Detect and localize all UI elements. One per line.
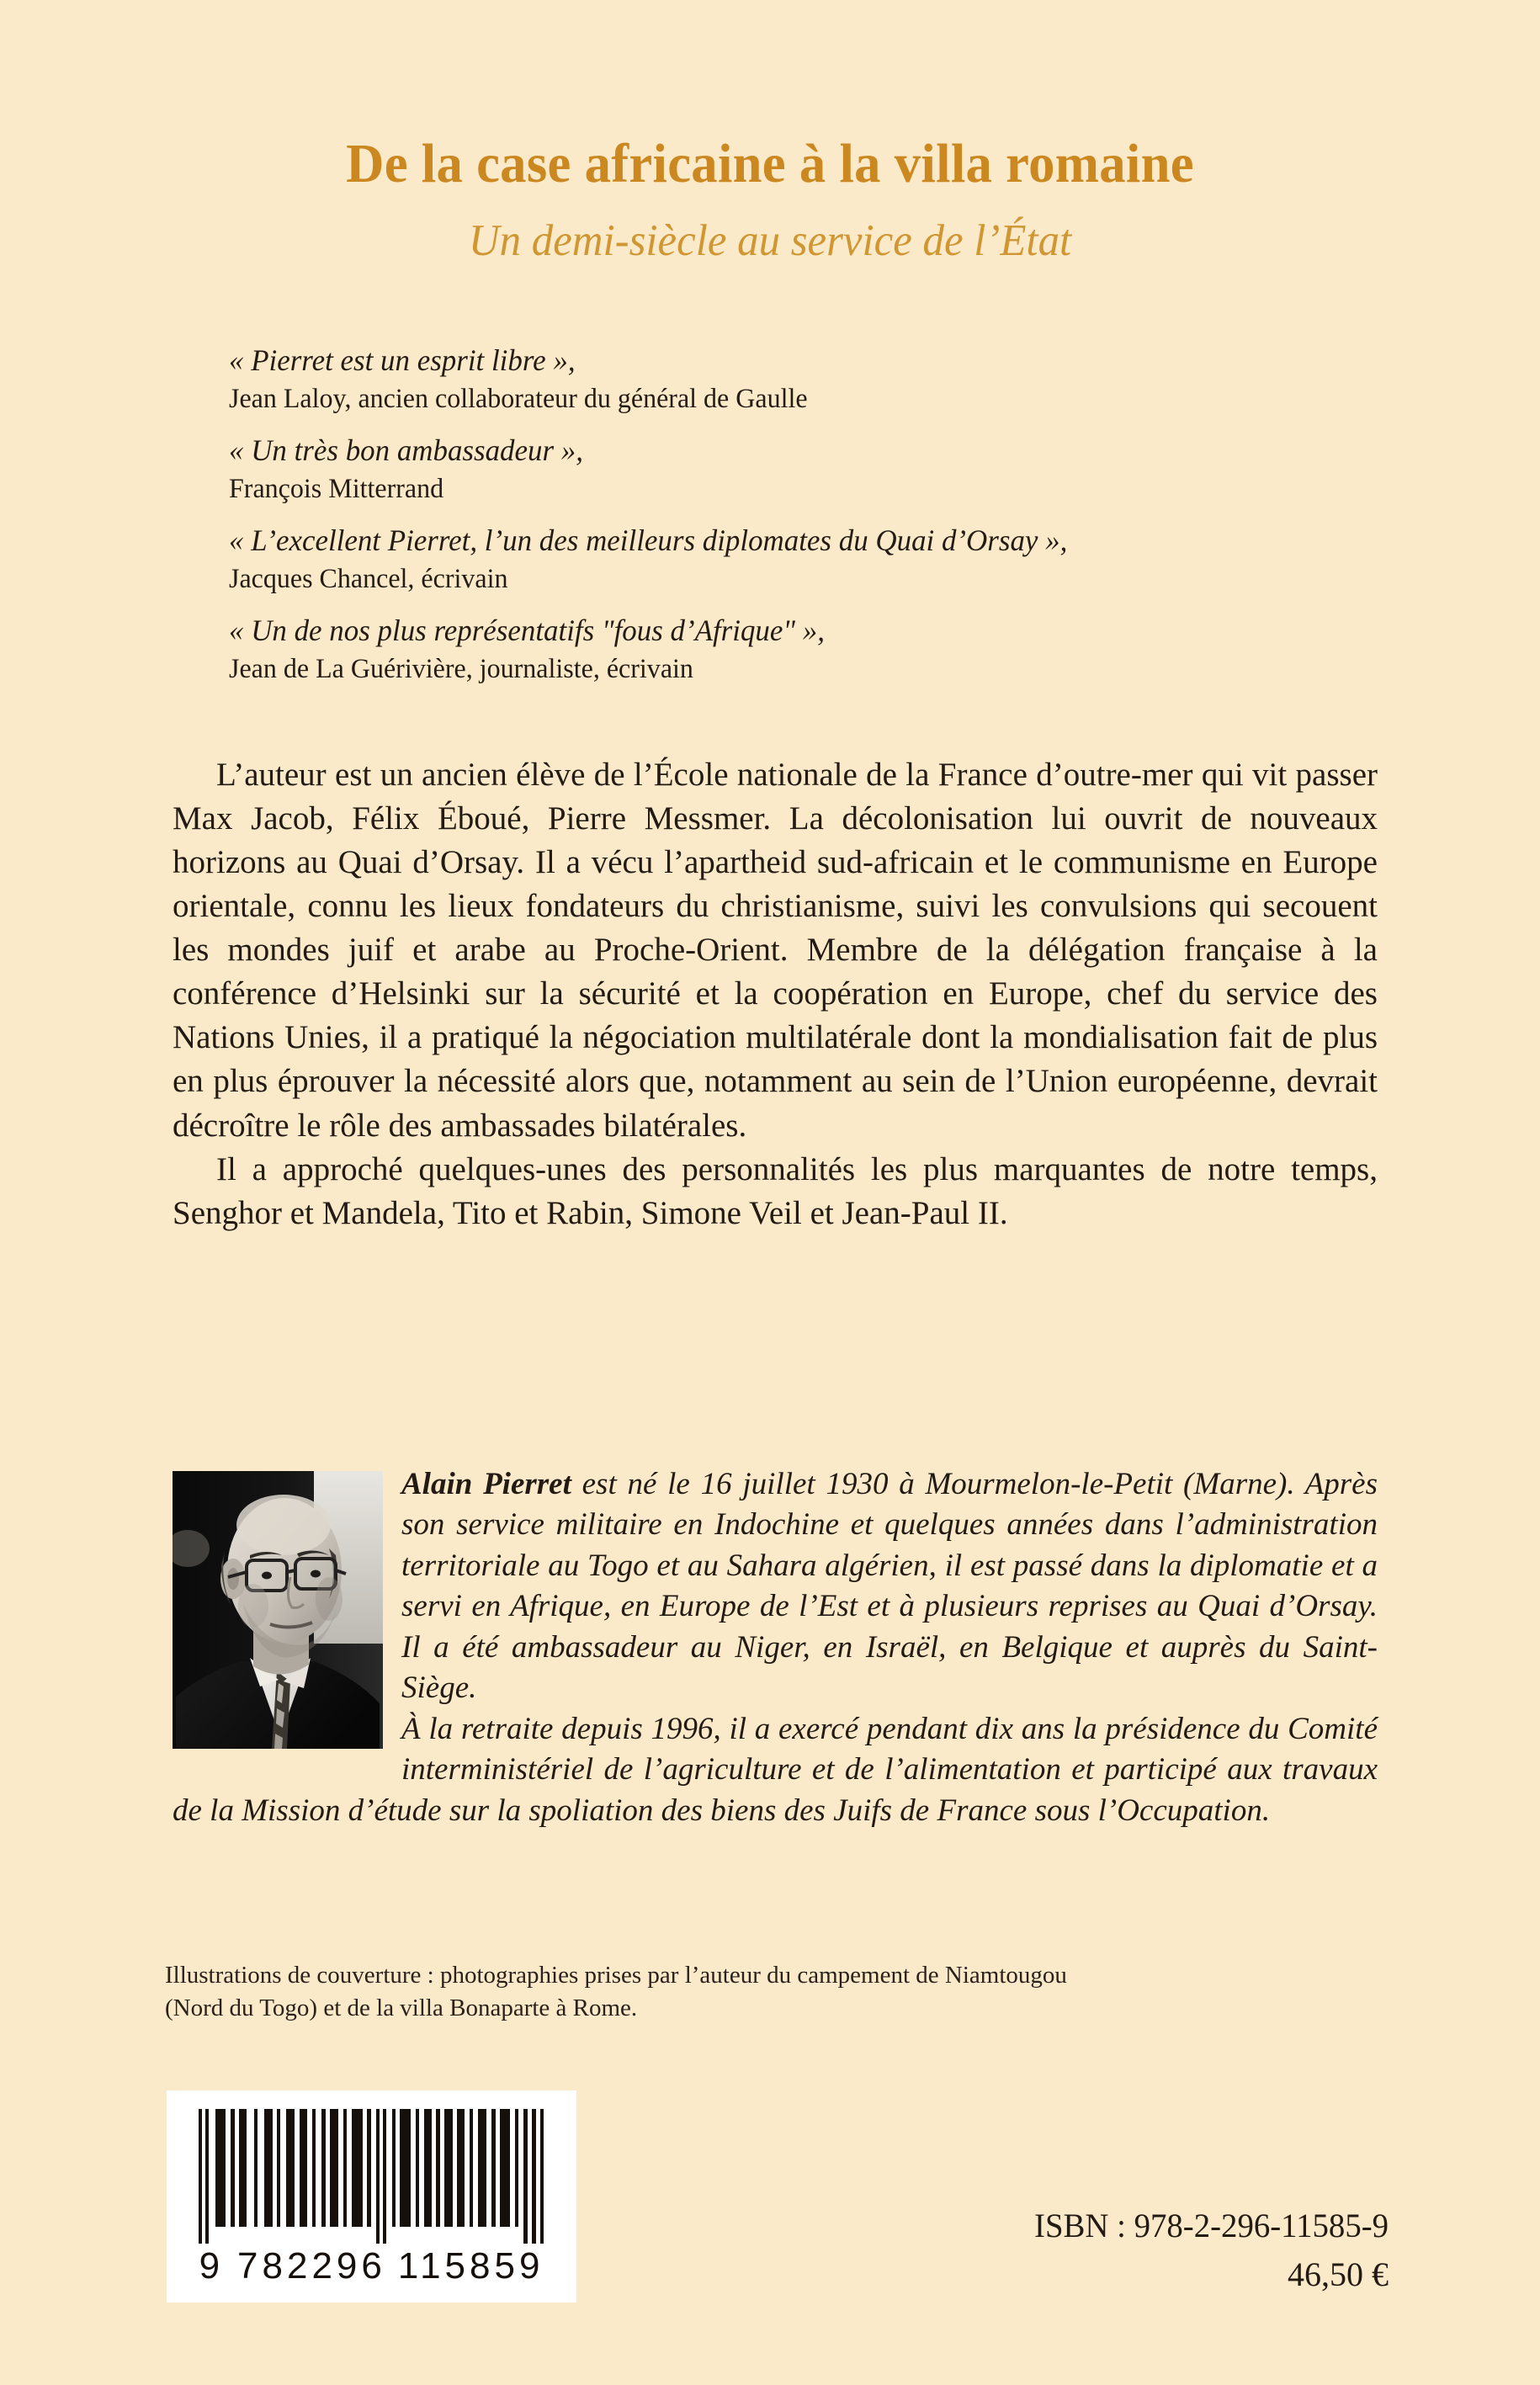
barcode-bars [195, 2109, 549, 2244]
quote-text: « Un de nos plus représentatifs "fous d’Afrique" », [229, 614, 825, 648]
credit-line-1: Illustrations de couverture : photographies prises par l’auteur du campement de Niamtougou [165, 1962, 1067, 1989]
bio-paragraph-1-text: est né le 16 juillet 1930 à Mourmelon-le-Petit (Marne). Après son service militaire en Indochine et quelques années dans l’administration territoriale au Togo et au Sahara algérien, il est passé dans la diplomatie et a servi en Afrique, en Europe de l’Est et à plusieurs reprises au Quai d’Orsay. Il a été ambassadeur au Niger, en Israël, en Belgique et auprès du Saint-Siège. [401, 1467, 1378, 1706]
bio-paragraph-2: À la retraite depuis 1996, il a exercé pendant dix ans la présidence du Comité interministériel de l’agriculture et de l’alimentation et participé aux travaux de la Mission d’étude sur la spoliation des biens des Juifs de France sous l’Occupation. [173, 1711, 1378, 1828]
quote-item [229, 521, 1407, 598]
barcode-lead-digit: 9 [199, 2245, 223, 2287]
isbn-price-block [1023, 2205, 1389, 2297]
barcode-digits [167, 2245, 576, 2287]
cover-illustration-credit [165, 1959, 1394, 2025]
quote-item [229, 341, 1407, 417]
blurb-paragraph-2: Il a approché quelques-unes des personnalités les plus marquantes de notre temps, Senghor et Mandela, Tito et Rabin, Simone Veil et Jean-Paul II. [173, 1150, 1378, 1231]
quote-item [229, 431, 1407, 507]
page-subtitle: Un demi-siècle au service de l’État [468, 216, 1072, 266]
isbn-barcode [167, 2090, 576, 2303]
author-portrait-photo [173, 1471, 383, 1749]
barcode-group-left: 782296 [237, 2245, 386, 2287]
price-label: 46,50 € [1288, 2255, 1389, 2293]
barcode-group-right: 115859 [397, 2245, 544, 2287]
praise-quotes-list [229, 341, 1407, 701]
quote-attribution: Jean de La Guérivière, journaliste, écrivain [229, 653, 693, 684]
credit-line-2: (Nord du Togo) et de la villa Bonaparte à Rome. [165, 1995, 638, 2022]
quote-attribution: Jacques Chancel, écrivain [229, 563, 508, 594]
quote-text: « Pierret est un esprit libre », [229, 343, 576, 377]
title-block [0, 135, 1540, 266]
blurb-paragraph-1: L’auteur est un ancien élève de l’École nationale de la France d’outre-mer qui vit passer Max Jacob, Félix Éboué, Pierre Messmer. La décolonisation lui ouvrit de nouveaux horizons au Quai d’Orsay. Il a vécu l’apartheid sud-africain et le communisme en Europe orientale, connu les lieux fondateurs du christianisme, suivi les convulsions qui secouent les mondes juif et arabe au Proche-Orient. Membre de la délégation française à la conférence d’Helsinki sur la sécurité et la coopération en Europe, chef du service des Nations Unies, il a pratiqué la négociation multilatérale dont la mondialisation fait de plus en plus éprouver la nécessité alors que, notamment au sein de l’Union européenne, devrait décroître le rôle des ambassades bilatérales. [173, 757, 1378, 1144]
blurb-text [173, 753, 1378, 1235]
quote-text: « Un très bon ambassadeur », [229, 433, 583, 468]
author-bio [173, 1464, 1378, 1831]
quote-text: « L’excellent Pierret, l’un des meilleurs diplomates du Quai d’Orsay », [229, 523, 1068, 558]
quote-attribution: Jean Laloy, ancien collaborateur du général de Gaulle [229, 383, 808, 414]
author-name: Alain Pierret [401, 1467, 571, 1501]
quote-item [229, 611, 1407, 688]
quote-attribution: François Mitterrand [229, 473, 444, 504]
isbn-number: ISBN : 978-2-296-11585-9 [1033, 2207, 1389, 2244]
page-title: De la case africaine à la villa romaine [346, 133, 1194, 194]
